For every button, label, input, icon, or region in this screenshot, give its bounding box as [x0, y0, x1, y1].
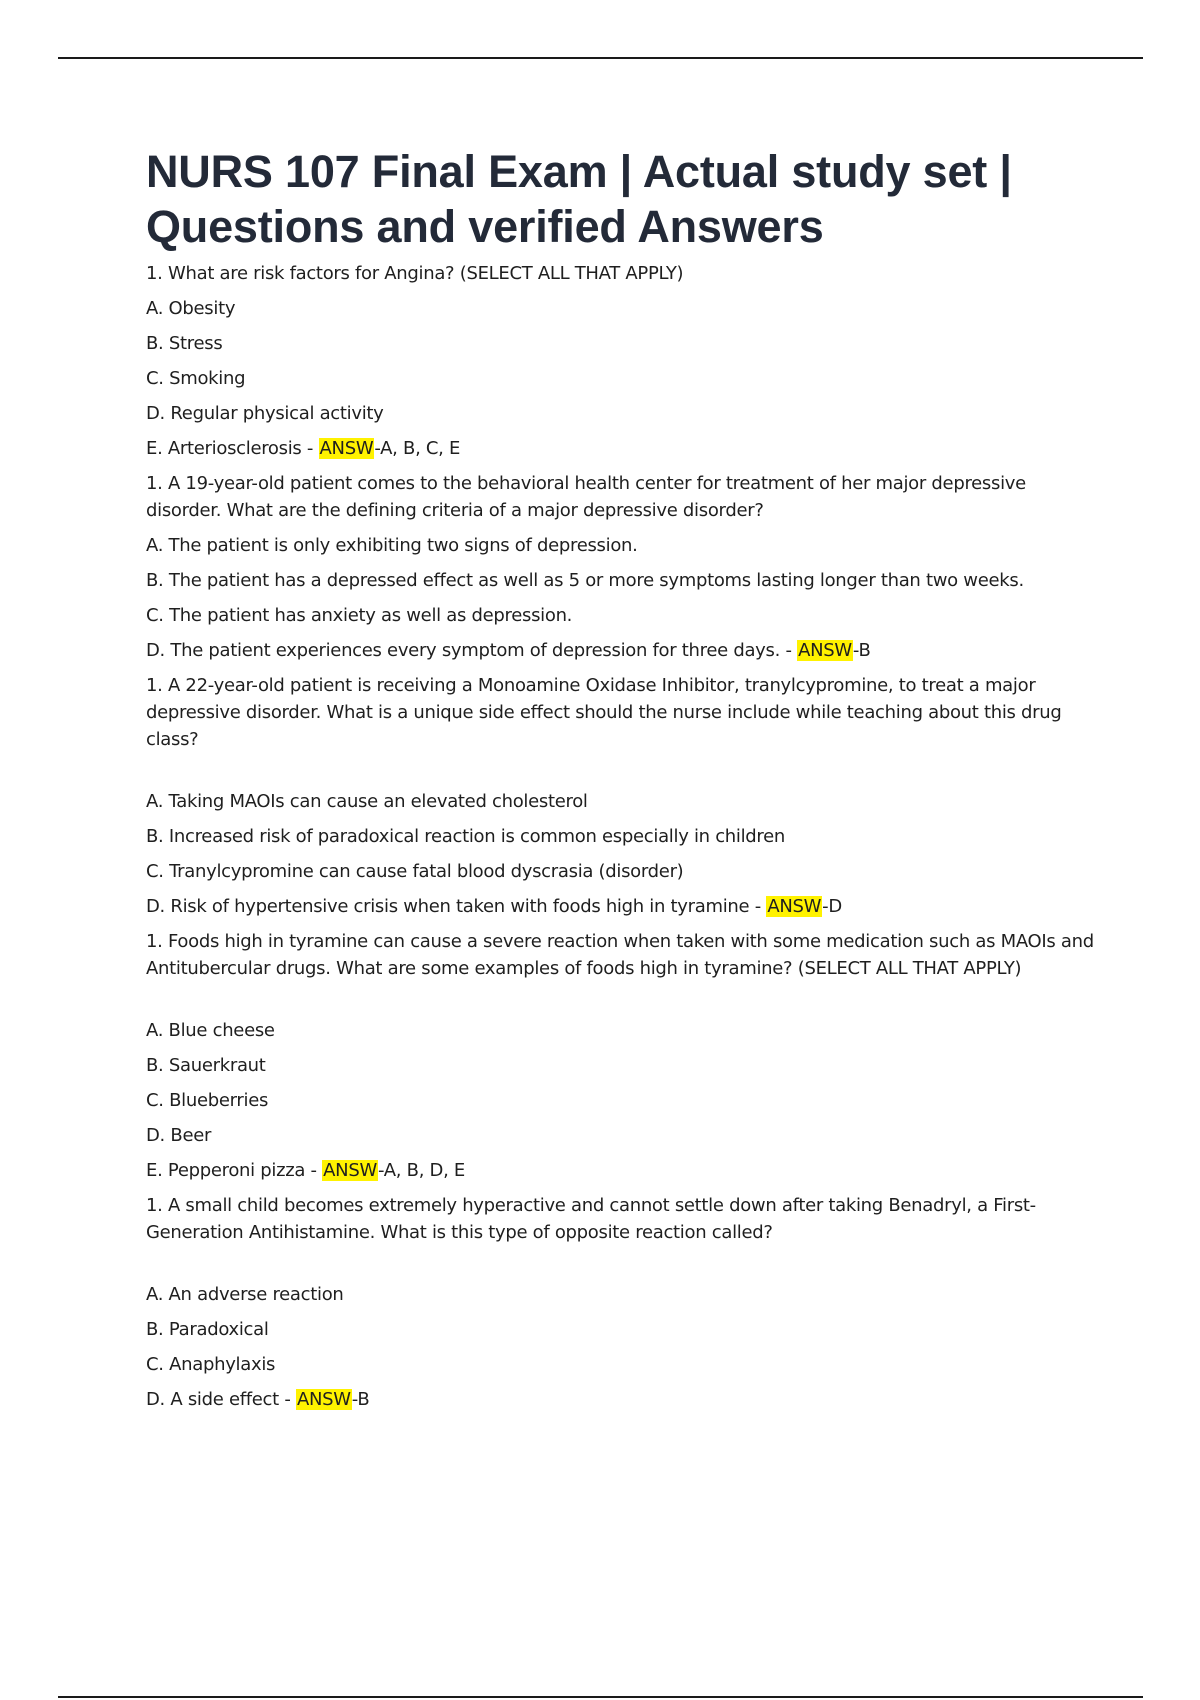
- top-divider: [58, 57, 1143, 59]
- option-text: E. Arteriosclerosis -: [146, 438, 319, 459]
- answer-option: A. The patient is only exhibiting two signs of depression.: [146, 535, 638, 556]
- question-stem: 1. A 22-year-old patient is receiving a Monoamine Oxidase Inhibitor, tranylcypromine, to treat a major depressive disorder. What is a unique side effect should the nurse include while teaching about this drug class?: [146, 675, 1062, 750]
- correct-answer: -A, B, C, E: [374, 438, 461, 459]
- question-stem: 1. Foods high in tyramine can cause a severe reaction when taken with some medication such as MAOIs and Antitubercular drugs. What are some examples of foods high in tyramine? (SELECT ALL THAT APPLY): [146, 931, 1094, 979]
- answer-option: B. Stress: [146, 333, 223, 354]
- question-3: [146, 672, 1106, 920]
- answer-marker: ANSW: [798, 640, 852, 661]
- question-stem: 1. A small child becomes extremely hyperactive and cannot settle down after taking Benadryl, a First-Generation Antihistamine. What is this type of opposite reaction called?: [146, 1195, 1036, 1243]
- correct-answer: -D: [822, 896, 842, 917]
- answer-marker: ANSW: [319, 438, 374, 459]
- answer-option: A. An adverse reaction: [146, 1284, 344, 1305]
- answer-option: B. Increased risk of paradoxical reaction is common especially in children: [146, 826, 786, 847]
- document-title: NURS 107 Final Exam | Actual study set | Questions and verified Answers: [146, 146, 1012, 252]
- answer-option: C. Smoking: [146, 368, 246, 389]
- answer-option: B. The patient has a depressed effect as well as 5 or more symptoms lasting longer than two weeks.: [146, 570, 1024, 591]
- bottom-divider: [58, 1696, 1143, 1698]
- question-stem: 1. What are risk factors for Angina? (SELECT ALL THAT APPLY): [146, 263, 684, 284]
- answer-marker: ANSW: [296, 1389, 351, 1410]
- answer-option-last: [146, 893, 1106, 920]
- answer-option: A. Blue cheese: [146, 1020, 275, 1041]
- answer-option-last: [146, 1157, 1106, 1184]
- answer-option: D. Beer: [146, 1125, 212, 1146]
- answer-option-last: [146, 1386, 1106, 1413]
- answer-option: C. The patient has anxiety as well as depression.: [146, 605, 573, 626]
- question-1: [146, 260, 1106, 462]
- option-text: D. A side effect -: [146, 1389, 296, 1410]
- answer-option: B. Sauerkraut: [146, 1055, 266, 1076]
- option-text: D. The patient experiences every symptom of depression for three days. -: [146, 640, 798, 661]
- correct-answer: -A, B, D, E: [377, 1160, 466, 1181]
- answer-option: B. Paradoxical: [146, 1319, 269, 1340]
- correct-answer: -B: [351, 1389, 370, 1410]
- question-2: [146, 470, 1106, 664]
- answer-option: D. Regular physical activity: [146, 403, 384, 424]
- answer-option: C. Anaphylaxis: [146, 1354, 276, 1375]
- answer-option: C. Blueberries: [146, 1090, 269, 1111]
- answer-marker: ANSW: [767, 896, 822, 917]
- answer-option: A. Taking MAOIs can cause an elevated cholesterol: [146, 791, 588, 812]
- answer-option: A. Obesity: [146, 298, 236, 319]
- question-4: [146, 928, 1106, 1184]
- answer-option: C. Tranylcypromine can cause fatal blood dyscrasia (disorder): [146, 861, 684, 882]
- option-text: D. Risk of hypertensive crisis when taken with foods high in tyramine -: [146, 896, 767, 917]
- answer-marker: ANSW: [323, 1160, 377, 1181]
- answer-option-last: [146, 637, 1106, 664]
- answer-option-last: [146, 435, 1106, 462]
- question-5: [146, 1192, 1106, 1413]
- option-text: E. Pepperoni pizza -: [146, 1160, 323, 1181]
- document-body: [146, 144, 1106, 1421]
- question-stem: 1. A 19-year-old patient comes to the behavioral health center for treatment of her major depressive disorder. What are the defining criteria of a major depressive disorder?: [146, 473, 1026, 521]
- correct-answer: -B: [852, 640, 871, 661]
